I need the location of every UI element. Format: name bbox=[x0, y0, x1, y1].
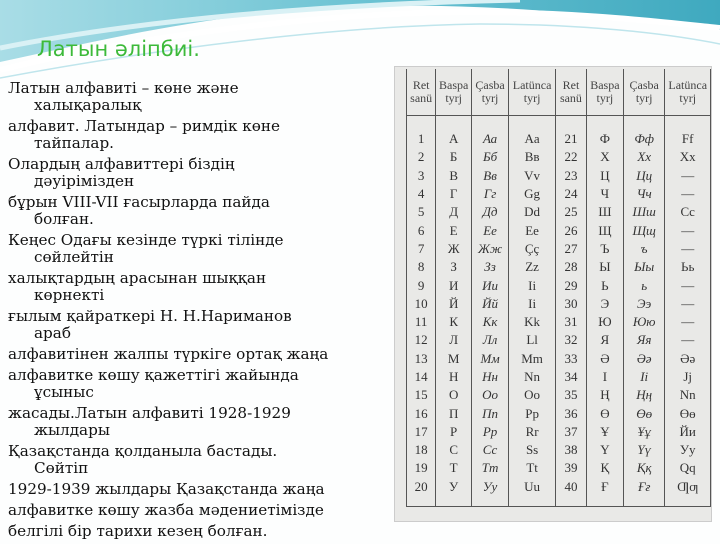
table-cell: 8 bbox=[407, 258, 436, 276]
table-cell: Фф bbox=[623, 116, 664, 149]
table-cell: Ъ bbox=[586, 240, 623, 258]
table-row bbox=[407, 240, 711, 258]
table-cell: — bbox=[665, 221, 711, 239]
table-cell: 39 bbox=[556, 459, 587, 477]
table-cell: Зз bbox=[472, 258, 509, 276]
paragraph-line: бұрын VIII-VII ғасырларда пайда bbox=[8, 193, 270, 211]
table-cell: 24 bbox=[556, 185, 587, 203]
paragraph-line: алфавитке көшу жазба мәдениетімізде bbox=[8, 501, 324, 519]
table-cell: Ii bbox=[509, 276, 556, 294]
table-cell: 27 bbox=[556, 240, 587, 258]
table-cell: Ц bbox=[586, 167, 623, 185]
table-row bbox=[407, 459, 711, 477]
paragraph bbox=[8, 194, 398, 228]
table-cell: 16 bbox=[407, 404, 436, 422]
paragraph-continuation: араб bbox=[34, 324, 71, 342]
table-cell: У bbox=[436, 478, 472, 507]
table-cell: 21 bbox=[556, 116, 587, 149]
column-header-line: Ret bbox=[562, 78, 580, 92]
table-cell: — bbox=[665, 295, 711, 313]
table-cell: Дд bbox=[472, 203, 509, 221]
table-cell: Nn bbox=[665, 386, 711, 404]
paragraph bbox=[8, 523, 398, 540]
column-header-line: tyrj bbox=[596, 91, 614, 105]
table-cell: Ее bbox=[472, 221, 509, 239]
column-header-line: Ret bbox=[412, 78, 430, 92]
table-cell: 11 bbox=[407, 313, 436, 331]
table-cell: Ф bbox=[586, 116, 623, 149]
table-cell: Kk bbox=[509, 313, 556, 331]
paragraph-line: 1929-1939 жылдары Қазақстанда жаңа bbox=[8, 480, 325, 498]
paragraph-line: белгілі бір тарихи кезең болған. bbox=[8, 522, 268, 540]
table-row bbox=[407, 478, 711, 507]
table-cell: 7 bbox=[407, 240, 436, 258]
table-cell: Іі bbox=[623, 368, 664, 386]
table-cell: Яя bbox=[623, 331, 664, 349]
table-row bbox=[407, 221, 711, 239]
column-header bbox=[586, 69, 623, 116]
table-cell: Ээ bbox=[623, 295, 664, 313]
table-cell: Ыы bbox=[623, 258, 664, 276]
paragraph bbox=[8, 118, 398, 152]
table-cell: — bbox=[665, 240, 711, 258]
table-row bbox=[407, 404, 711, 422]
table-cell: Н bbox=[436, 368, 472, 386]
paragraph bbox=[8, 156, 398, 190]
table-cell: Ққ bbox=[623, 459, 664, 477]
table-cell: Ƣƣ bbox=[665, 478, 711, 507]
paragraph-continuation: дәуірімізден bbox=[34, 172, 135, 190]
paragraph-line: Латын алфавиті – көне және bbox=[8, 79, 239, 97]
paragraph-continuation: болған. bbox=[34, 210, 94, 228]
table-cell: Jj bbox=[665, 368, 711, 386]
table-cell: Гг bbox=[472, 185, 509, 203]
table-cell: Қ bbox=[586, 459, 623, 477]
table-cell: Үү bbox=[623, 441, 664, 459]
table-cell: Ұұ bbox=[623, 423, 664, 441]
table-cell: Уу bbox=[472, 478, 509, 507]
column-header bbox=[623, 69, 664, 116]
paragraph bbox=[8, 232, 398, 266]
table-cell: Ii bbox=[509, 295, 556, 313]
table-cell: Йй bbox=[472, 295, 509, 313]
table-cell: Ңң bbox=[623, 386, 664, 404]
table-row bbox=[407, 116, 711, 149]
table-cell: 13 bbox=[407, 350, 436, 368]
paragraph-continuation: көрнекті bbox=[34, 286, 105, 304]
table-cell: Ии bbox=[472, 276, 509, 294]
table-cell: Gg bbox=[509, 185, 556, 203]
table-cell: Ұ bbox=[586, 423, 623, 441]
paragraph-continuation: сөйлейтін bbox=[34, 248, 114, 266]
table-cell: Г bbox=[436, 185, 472, 203]
table-cell: Жж bbox=[472, 240, 509, 258]
table-cell: Tt bbox=[509, 459, 556, 477]
column-header-line: Çasba bbox=[475, 78, 505, 92]
table-cell: Э bbox=[586, 295, 623, 313]
table-cell: Ee bbox=[509, 221, 556, 239]
column-header bbox=[407, 69, 436, 116]
table-cell: Цц bbox=[623, 167, 664, 185]
alphabet-table bbox=[406, 69, 711, 507]
paragraph-line: ғылым қайраткері Н. Н.Нариманов bbox=[8, 307, 292, 325]
table-cell: Хх bbox=[623, 148, 664, 166]
table-cell: Ю bbox=[586, 313, 623, 331]
table-cell: 33 bbox=[556, 350, 587, 368]
table-cell: О bbox=[436, 386, 472, 404]
table-cell: Оо bbox=[472, 386, 509, 404]
table-cell: Aa bbox=[509, 116, 556, 149]
column-header-line: sanü bbox=[559, 91, 582, 105]
table-cell: Ү bbox=[586, 441, 623, 459]
table-cell: 3 bbox=[407, 167, 436, 185]
table-cell: Щщ bbox=[623, 221, 664, 239]
table-cell: Вв bbox=[472, 167, 509, 185]
table-cell: Х bbox=[586, 148, 623, 166]
paragraph-continuation: халықаралық bbox=[34, 96, 142, 114]
paragraph-continuation: ұсыныс bbox=[34, 383, 94, 401]
table-cell: І bbox=[586, 368, 623, 386]
table-cell: Dd bbox=[509, 203, 556, 221]
table-cell: И bbox=[436, 276, 472, 294]
table-cell: 10 bbox=[407, 295, 436, 313]
column-header-line: tyrj bbox=[635, 91, 653, 105]
table-cell: Әә bbox=[665, 350, 711, 368]
column-header-line: tyrj bbox=[679, 91, 697, 105]
table-cell: Рр bbox=[472, 423, 509, 441]
paragraph-line: алфавитке көшу қажеттігі жайында bbox=[8, 366, 299, 384]
table-cell: Cc bbox=[665, 203, 711, 221]
table-cell: 4 bbox=[407, 185, 436, 203]
column-header-line: sanü bbox=[410, 91, 433, 105]
table-cell: Ж bbox=[436, 240, 472, 258]
column-header bbox=[665, 69, 711, 116]
table-cell: 2 bbox=[407, 148, 436, 166]
table-cell: Mm bbox=[509, 350, 556, 368]
paragraph-continuation: Сөйтіп bbox=[34, 459, 89, 477]
table-cell: 31 bbox=[556, 313, 587, 331]
table-cell: Ь bbox=[586, 276, 623, 294]
table-row bbox=[407, 386, 711, 404]
paragraph bbox=[8, 80, 398, 114]
table-cell: Ә bbox=[586, 350, 623, 368]
table-header-row bbox=[407, 69, 711, 116]
paragraph-continuation: жылдары bbox=[34, 421, 110, 439]
paragraph-line: Кеңес Одағы кезінде түркі тілінде bbox=[8, 231, 284, 249]
table-cell: Д bbox=[436, 203, 472, 221]
table-cell: Qq bbox=[665, 459, 711, 477]
column-header-line: Latünca bbox=[512, 78, 552, 92]
table-cell: 19 bbox=[407, 459, 436, 477]
table-cell: Ч bbox=[586, 185, 623, 203]
table-cell: Ьь bbox=[665, 258, 711, 276]
table-cell: Юю bbox=[623, 313, 664, 331]
table-cell: 38 bbox=[556, 441, 587, 459]
paragraph-line: алфавит. Латындар – римдік көне bbox=[8, 117, 281, 135]
table-cell: 40 bbox=[556, 478, 587, 507]
table-cell: 30 bbox=[556, 295, 587, 313]
table-cell: 22 bbox=[556, 148, 587, 166]
table-cell: 1 bbox=[407, 116, 436, 149]
table-cell: Сс bbox=[472, 441, 509, 459]
table-cell: — bbox=[665, 167, 711, 185]
column-header bbox=[472, 69, 509, 116]
table-cell: Ө bbox=[586, 404, 623, 422]
table-cell: 20 bbox=[407, 478, 436, 507]
table-cell: Nn bbox=[509, 368, 556, 386]
table-cell: В bbox=[436, 167, 472, 185]
table-cell: 18 bbox=[407, 441, 436, 459]
table-cell: Ll bbox=[509, 331, 556, 349]
paragraph bbox=[8, 367, 398, 401]
table-cell: — bbox=[665, 185, 711, 203]
table-row bbox=[407, 258, 711, 276]
column-header-line: Çasba bbox=[629, 78, 659, 92]
column-header bbox=[436, 69, 472, 116]
table-cell: 32 bbox=[556, 331, 587, 349]
paragraph bbox=[8, 481, 398, 498]
table-cell: Zz bbox=[509, 258, 556, 276]
table-cell: З bbox=[436, 258, 472, 276]
table-cell: 25 bbox=[556, 203, 587, 221]
table-cell: Р bbox=[436, 423, 472, 441]
column-header-line: Baspa bbox=[438, 78, 469, 92]
table-cell: 34 bbox=[556, 368, 587, 386]
paragraph bbox=[8, 405, 398, 439]
table-cell: Әә bbox=[623, 350, 664, 368]
column-header-line: tyrj bbox=[523, 91, 541, 105]
table-cell: 26 bbox=[556, 221, 587, 239]
table-cell: Rr bbox=[509, 423, 556, 441]
table-row bbox=[407, 313, 711, 331]
table-cell: А bbox=[436, 116, 472, 149]
table-row bbox=[407, 350, 711, 368]
alphabet-table-image bbox=[394, 66, 712, 522]
paragraph bbox=[8, 346, 398, 363]
table-row bbox=[407, 148, 711, 166]
table-cell: Уу bbox=[665, 441, 711, 459]
column-header bbox=[556, 69, 587, 116]
column-header bbox=[509, 69, 556, 116]
table-cell: Пп bbox=[472, 404, 509, 422]
paragraph-line: алфавитінен жалпы түркіге ортақ жаңа bbox=[8, 345, 329, 363]
table-row bbox=[407, 423, 711, 441]
table-cell: Шш bbox=[623, 203, 664, 221]
table-cell: 9 bbox=[407, 276, 436, 294]
table-cell: Я bbox=[586, 331, 623, 349]
table-row bbox=[407, 276, 711, 294]
column-header-line: tyrj bbox=[481, 91, 499, 105]
table-cell: Л bbox=[436, 331, 472, 349]
table-row bbox=[407, 368, 711, 386]
table-cell: Ш bbox=[586, 203, 623, 221]
table-cell: Pp bbox=[509, 404, 556, 422]
paragraph-continuation: тайпалар. bbox=[34, 134, 115, 152]
table-cell: Лл bbox=[472, 331, 509, 349]
paragraph-line: халықтардың арасынан шыққан bbox=[8, 269, 267, 287]
table-cell: 28 bbox=[556, 258, 587, 276]
table-cell: ъ bbox=[623, 240, 664, 258]
table-cell: М bbox=[436, 350, 472, 368]
table-cell: Ff bbox=[665, 116, 711, 149]
table-cell: Ғғ bbox=[623, 478, 664, 507]
table-cell: 23 bbox=[556, 167, 587, 185]
table-cell: 35 bbox=[556, 386, 587, 404]
table-cell: 5 bbox=[407, 203, 436, 221]
table-row bbox=[407, 295, 711, 313]
table-row bbox=[407, 203, 711, 221]
table-row bbox=[407, 167, 711, 185]
table-cell: 36 bbox=[556, 404, 587, 422]
table-row bbox=[407, 331, 711, 349]
table-cell: Vv bbox=[509, 167, 556, 185]
slide-title: Латын әліпбиі. bbox=[37, 37, 200, 61]
table-cell: 14 bbox=[407, 368, 436, 386]
body-text bbox=[8, 80, 398, 544]
table-cell: — bbox=[665, 313, 711, 331]
table-cell: Аа bbox=[472, 116, 509, 149]
table-cell: Т bbox=[436, 459, 472, 477]
table-cell: Uu bbox=[509, 478, 556, 507]
table-cell: 12 bbox=[407, 331, 436, 349]
table-cell: ь bbox=[623, 276, 664, 294]
table-cell: Й bbox=[436, 295, 472, 313]
table-cell: Чч bbox=[623, 185, 664, 203]
table-cell: Өө bbox=[665, 404, 711, 422]
paragraph-line: Қазақстанда қолданыла бастады. bbox=[8, 442, 278, 460]
table-cell: Щ bbox=[586, 221, 623, 239]
table-cell: Bв bbox=[509, 148, 556, 166]
table-cell: 15 bbox=[407, 386, 436, 404]
table-cell: Кк bbox=[472, 313, 509, 331]
table-cell: Мм bbox=[472, 350, 509, 368]
table-cell: Нн bbox=[472, 368, 509, 386]
table-cell: 29 bbox=[556, 276, 587, 294]
table-cell: 37 bbox=[556, 423, 587, 441]
paragraph-line: Олардың алфавиттері біздің bbox=[8, 155, 235, 173]
table-cell: Ы bbox=[586, 258, 623, 276]
table-cell: П bbox=[436, 404, 472, 422]
paragraph bbox=[8, 270, 398, 304]
table-row bbox=[407, 441, 711, 459]
table-cell: К bbox=[436, 313, 472, 331]
table-cell: — bbox=[665, 331, 711, 349]
table-cell: Ss bbox=[509, 441, 556, 459]
table-cell: Б bbox=[436, 148, 472, 166]
table-cell: — bbox=[665, 276, 711, 294]
table-cell: Çç bbox=[509, 240, 556, 258]
paragraph-line: жасады.Латын алфавиті 1928-1929 bbox=[8, 404, 291, 422]
table-cell: С bbox=[436, 441, 472, 459]
column-header-line: Latünca bbox=[668, 78, 708, 92]
table-row bbox=[407, 185, 711, 203]
table-cell: Ң bbox=[586, 386, 623, 404]
table-cell: Тт bbox=[472, 459, 509, 477]
table-cell: Ғ bbox=[586, 478, 623, 507]
paragraph bbox=[8, 443, 398, 477]
table-cell: Xx bbox=[665, 148, 711, 166]
table-cell: 6 bbox=[407, 221, 436, 239]
table-cell: Бб bbox=[472, 148, 509, 166]
table-cell: 17 bbox=[407, 423, 436, 441]
column-header-line: tyrj bbox=[445, 91, 462, 105]
table-cell: Йи bbox=[665, 423, 711, 441]
column-header-line: Baspa bbox=[590, 78, 620, 92]
table-cell: Oo bbox=[509, 386, 556, 404]
paragraph bbox=[8, 308, 398, 342]
table-cell: Е bbox=[436, 221, 472, 239]
paragraph bbox=[8, 502, 398, 519]
table-cell: Өө bbox=[623, 404, 664, 422]
